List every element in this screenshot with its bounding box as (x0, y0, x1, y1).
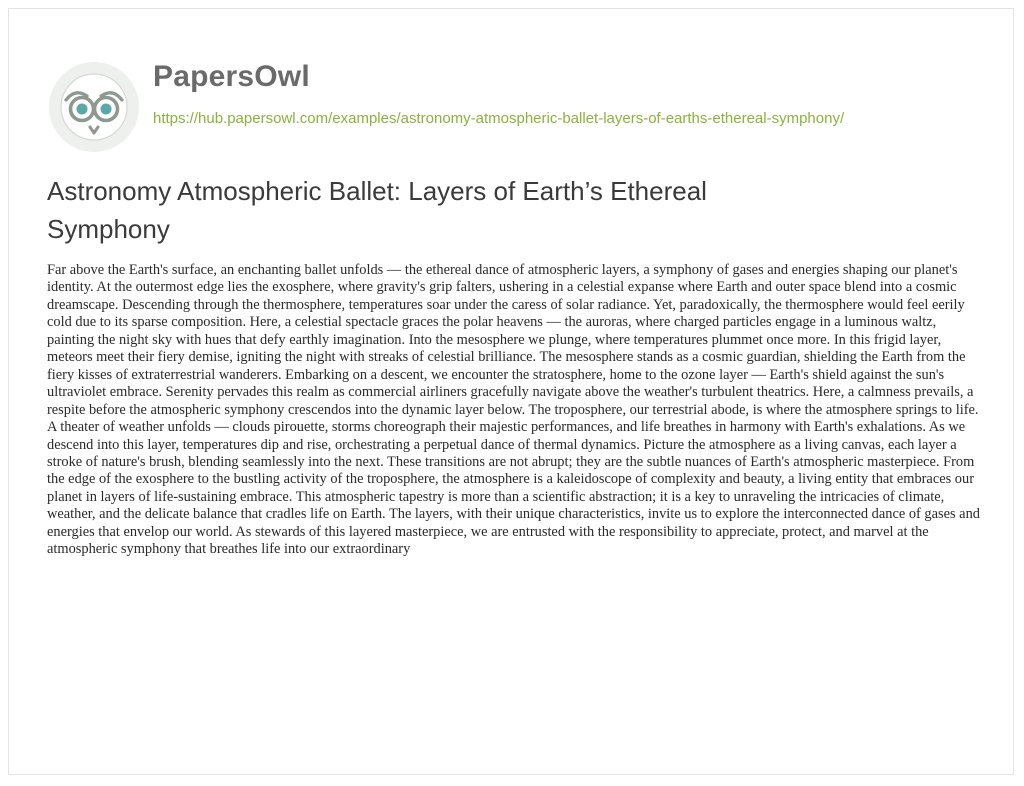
brand-name: PapersOwl (153, 60, 310, 93)
source-url-link[interactable]: https://hub.papersowl.com/examples/astronomy-atmospheric-ballet-layers-of-earths-ethereal-symphony/ (153, 110, 845, 127)
page-title: Astronomy Atmospheric Ballet: Layers of Earth’s Ethereal Symphony (47, 176, 707, 244)
body-paragraph: Far above the Earth's surface, an enchanting ballet unfolds — the ethereal dance of atmospheric layers, a symphony of gases and energies shaping our planet's identity. At the outermost edge lies the exosphere, where gravity's grip falters, ushering in a celestial expanse where Earth and outer space blend into a cosmic dreamscape. Descending through the thermosphere, temperatures soar under the caress of solar radiance. Yet, paradoxically, the thermosphere would feel eerily cold due to its sparse composition. Here, a celestial spectacle graces the polar heavens — the auroras, where charged particles engage in a luminous waltz, painting the night sky with hues that defy earthly imagination. Into the mesosphere we plunge, where temperatures plummet once more. In this frigid layer, meteors meet their fiery demise, igniting the night with streaks of celestial brilliance. The mesosphere stands as a cosmic guardian, shielding the Earth from the fiery kisses of extraterrestrial wanderers. Embarking on a descent, we encounter the stratosphere, home to the ozone layer — Earth's shield against the sun's ultraviolet embrace. Serenity pervades this realm as commercial airliners gracefully navigate above the weather's turbulent theatrics. Here, a calmness prevails, a respite before the atmospheric symphony crescendos into the dynamic layer below. The troposphere, our terrestrial abode, is where the atmosphere springs to life. A theater of weather unfolds — clouds pirouette, storms choreograph their majestic performances, and life breathes in harmony with Earth's exhalations. As we descend into this layer, temperatures dip and rise, orchestrating a perpetual dance of thermal dynamics. Picture the atmosphere as a living canvas, each layer a stroke of nature's brush, blending seamlessly into the next. These transitions are not abrupt; they are the subtle nuances of Earth's atmospheric masterpiece. From the edge of the exosphere to the bustling activity of the troposphere, the atmosphere is a kaleidoscope of complexity and beauty, a living entity that embraces our planet in layers of life-sustaining embrace. This atmospheric tapestry is more than a scientific abstraction; it is a key to unraveling the intricacies of climate, weather, and the delicate balance that cradles life on Earth. The layers, with their unique characteristics, invite us to explore the interconnected dance of gases and energies that envelop our world. As stewards of this layered masterpiece, we are entrusted with the responsibility to appreciate, protect, and marvel at the atmospheric symphony that breathes life into our extraordinary (47, 262, 980, 558)
owl-logo-icon (47, 60, 141, 154)
header (47, 54, 987, 154)
